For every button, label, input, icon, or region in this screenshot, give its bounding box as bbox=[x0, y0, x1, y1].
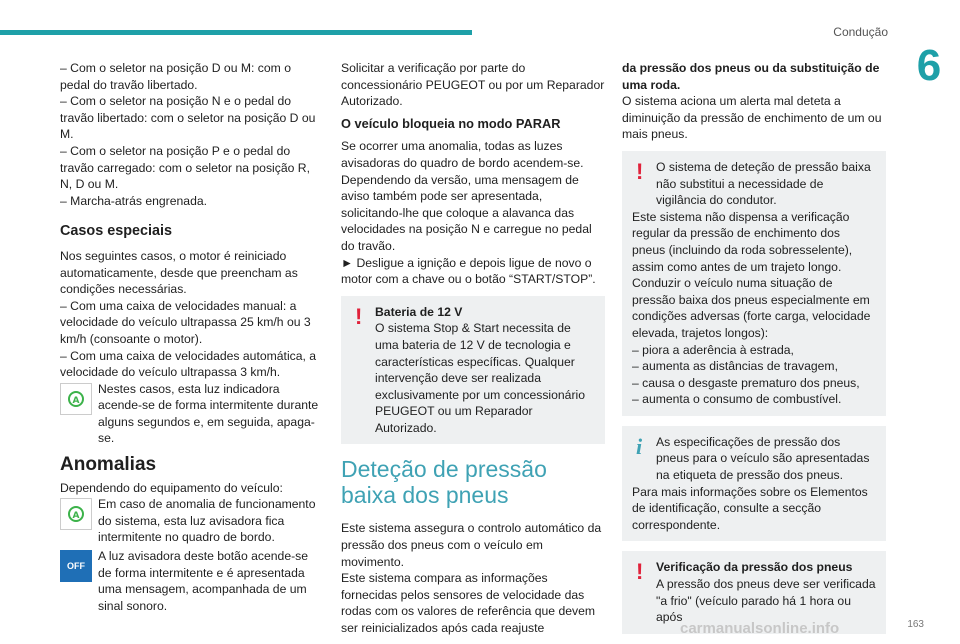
list-item: – Com o seletor na posição D ou M: com o pedal do travão libertado. bbox=[60, 61, 291, 92]
anomaly-note-1: A Em caso de anomalia de funcionamento do sistema, esta luz avisadora fica intermitente no quadro de bordo. bbox=[60, 496, 322, 546]
list-item: – Com o seletor na posição N e o pedal do travão libertado: com o seletor na posição D ou M. bbox=[60, 94, 316, 142]
paragraph: Se ocorrer uma anomalia, todas as luzes avisadoras do quadro de bordo acendem-se. Dependendo da versão, uma mensagem de aviso também pode ser apresentada, solicitando-lhe que coloque a alavanca das velocidades na posição N e carregue no pedal do travão. bbox=[341, 139, 592, 253]
warning-exclamation-icon: ! bbox=[355, 303, 363, 329]
chapter-number: 6 bbox=[916, 41, 942, 90]
svg-text:A: A bbox=[72, 511, 80, 522]
heading-anomalias: Anomalias bbox=[60, 454, 157, 476]
step-item: ► Desligue a ignição e depois ligue de novo o motor com a chave ou o botão “START/STOP”. bbox=[341, 255, 596, 287]
list-item: – Com uma caixa de velocidades automática, a velocidade do veículo ultrapassa 3 km/h. bbox=[60, 348, 317, 380]
anomaly-note-2: OFF A luz avisadora deste botão acende-se de forma intermitente e é apresentada uma mensagem, acompanhada de um sinal sonoro. bbox=[60, 548, 322, 614]
list-item: – aumenta o consumo de combustível. bbox=[632, 392, 842, 407]
list-item: – aumenta as distâncias de travagem, bbox=[632, 359, 838, 374]
svg-text:A: A bbox=[72, 395, 80, 406]
list-item: – Com uma caixa de velocidades manual: a velocidade do veículo ultrapassa 25 km/h ou 3 km/h (consoante o motor). bbox=[60, 298, 311, 346]
info-icon: i bbox=[636, 433, 643, 459]
list-item: – Com o seletor na posição P e o pedal do travão carregado: com o seletor na posição R, N, D ou M. bbox=[60, 143, 310, 192]
stop-start-off-button-icon: OFF bbox=[60, 550, 92, 582]
paragraph: Este sistema assegura o controlo automático da pressão dos pneus com o veículo em movimento. bbox=[341, 521, 602, 569]
heading-tyre-pressure: Deteção de pressão baixa dos pneus bbox=[341, 456, 547, 509]
paragraph: Dependendo do equipamento do veículo: bbox=[60, 480, 283, 495]
page-number: 163 bbox=[907, 619, 924, 631]
column-2 bbox=[341, 60, 605, 637]
indicator-note: A Nestes casos, esta luz indicadora acende-se de forma intermitente durante alguns segundos e, em seguida, apaga-se. bbox=[60, 381, 322, 447]
list-item: – piora a aderência à estrada, bbox=[632, 342, 794, 357]
list-item: – causa o desgaste prematuro dos pneus, bbox=[632, 375, 860, 390]
list-item: – Marcha-atrás engrenada. bbox=[60, 193, 208, 208]
heading-casos-especiais: Casos especiais bbox=[60, 223, 172, 240]
paragraph: Nos seguintes casos, o motor é reiniciado automaticamente, desde que preencham as condições necessárias. bbox=[60, 248, 298, 297]
warning-box-vigilance: ! O sistema de deteção de pressão baixa não substitui a necessidade de vigilância do condutor. Este sistema não dispensa a verificação regular da pressão de enchimento dos pneus (incluindo da roda sobresselente), assim como antes de um trajeto longo. Conduzir o veículo numa situação de pressão baixa dos pneus especialmente em condições adversas (forte carga, velocidade elevada, trajetos longos): – piora a aderência à estrada, – aumenta as distâncias de travagem, – causa o desgaste prematuro dos pneus, – aumenta o consumo de combustível. bbox=[622, 151, 886, 416]
paragraph: Solicitar a verificação por parte do concessionário PEUGEOT ou por um Reparador Autorizado. bbox=[341, 61, 605, 109]
info-box-pressure-label: i As especificações de pressão dos pneus para o veículo são apresentadas na etiqueta de pressão dos pneus. Para mais informações sobre os Elementos de identificação, consulte a secção correspondente. bbox=[622, 426, 886, 542]
heading-modo-parar: O veículo bloqueia no modo PARAR bbox=[341, 115, 561, 131]
warning-box-pressure-check: ! Verificação da pressão dos pneus A pressão dos pneus deve ser verificada "a frio" (veículo parado há 1 hora ou após bbox=[622, 551, 886, 633]
column-1 bbox=[60, 60, 322, 614]
watermark: carmanualsonline.info bbox=[680, 620, 840, 638]
warning-box-battery: ! Bateria de 12 V O sistema Stop & Start necessita de uma bateria de 12 V de tecnologia e características específicas. Qualquer intervenção deve ser realizada exclusivamente por um concessionário PEUGEOT ou um Reparador Autorizado. bbox=[341, 296, 605, 445]
stop-start-warning-icon bbox=[60, 498, 92, 530]
column-3 bbox=[622, 60, 886, 644]
header-accent-bar bbox=[0, 30, 472, 35]
paragraph: Este sistema compara as informações fornecidas pelos sensores de velocidade das rodas com os valores de referência que devem ser reinicializados após cada reajuste bbox=[341, 571, 596, 636]
section-title: Condução bbox=[833, 25, 888, 39]
paragraph: O sistema aciona um alerta mal deteta a diminuição da pressão de enchimento de um ou mais pneus. bbox=[622, 94, 882, 142]
stop-start-indicator-icon bbox=[60, 383, 92, 415]
warning-exclamation-icon: ! bbox=[636, 559, 644, 585]
paragraph: da pressão dos pneus ou da substituição de uma roda. bbox=[622, 61, 880, 92]
warning-exclamation-icon: ! bbox=[636, 158, 644, 184]
